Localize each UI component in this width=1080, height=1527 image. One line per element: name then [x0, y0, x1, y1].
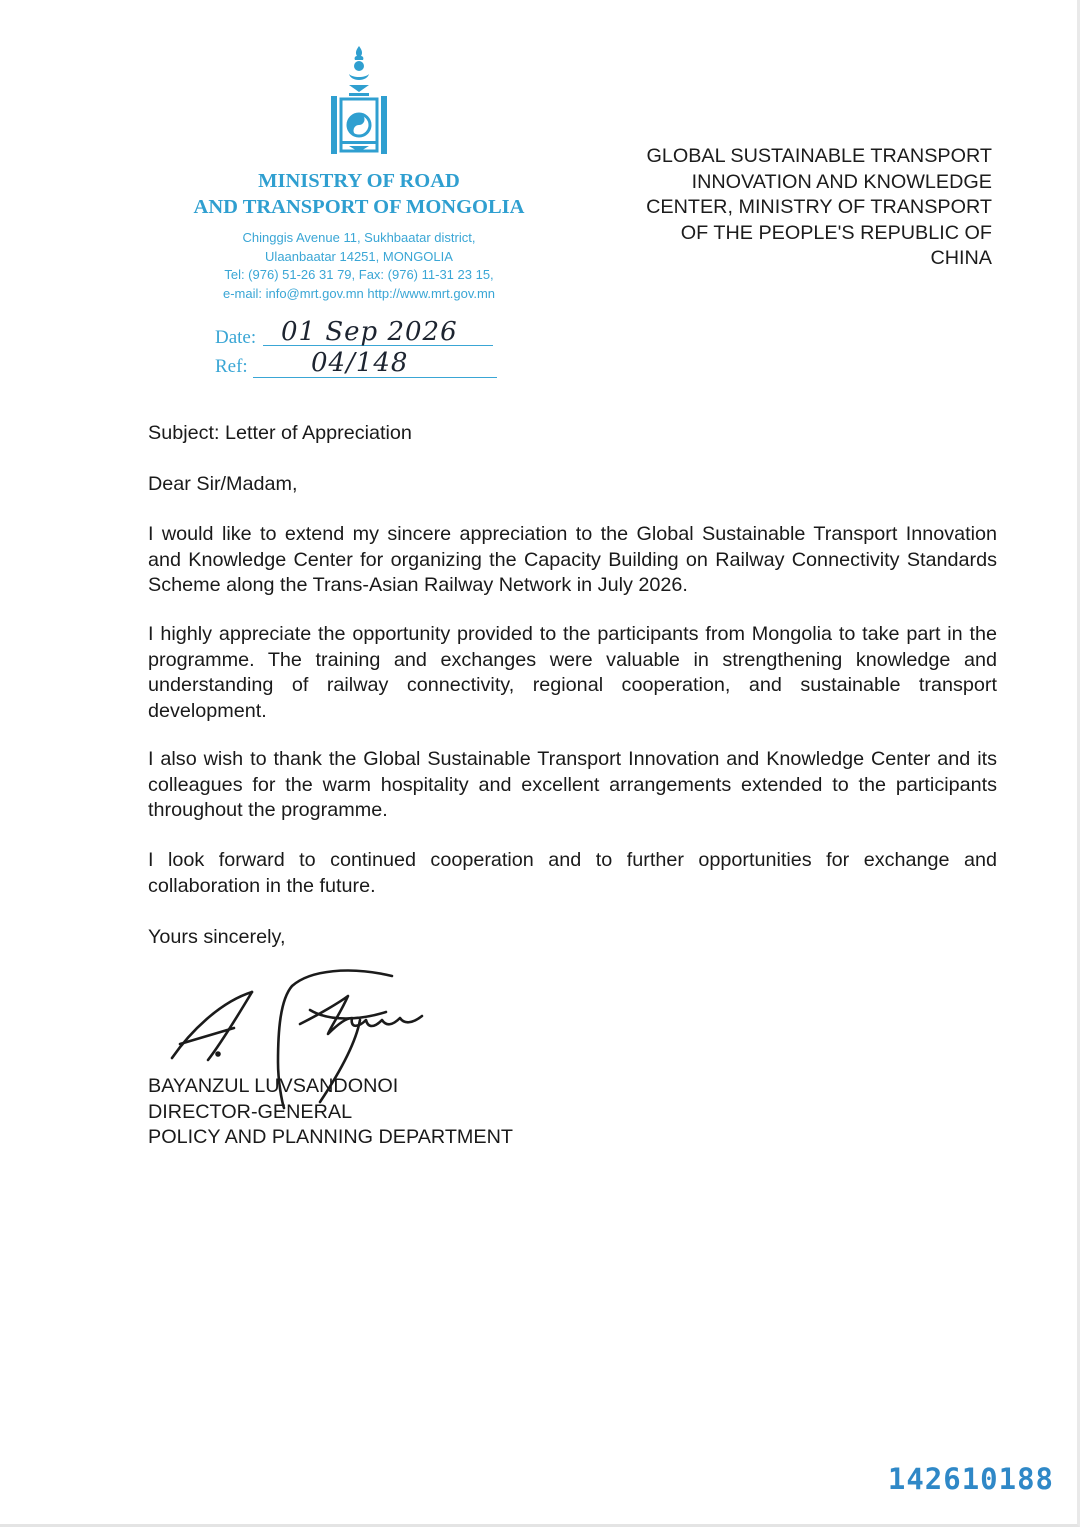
recipient-line2: INNOVATION AND KNOWLEDGE — [691, 170, 992, 193]
signer-department: POLICY AND PLANNING DEPARTMENT — [148, 1126, 513, 1148]
paragraph-2: I highly appreciate the opportunity provided to the participants from Mongolia to take part in the programme. The training and exchanges were valuable in strengthening knowledge and understanding of railway connectivity, regional cooperation, and sustainable transport development. — [148, 623, 997, 722]
soyombo-emblem-icon — [327, 44, 391, 158]
letter-salutation: Dear Sir/Madam, — [148, 473, 298, 495]
recipient-line1: GLOBAL SUSTAINABLE TRANSPORT — [646, 145, 992, 167]
ref-value: 04/148 — [311, 348, 409, 378]
ref-row — [215, 348, 505, 378]
paragraph-3: I also wish to thank the Global Sustainable Transport Innovation and Knowledge Center and its colleagues for the warm hospitality and excellent arrangements extended to the participants throughout the programme. — [148, 748, 997, 821]
contact-phone: Tel: (976) 51-26 31 79, Fax: (976) 11-31 23 15, — [224, 267, 494, 282]
ref-label: Ref: — [215, 356, 248, 377]
letter-closing: Yours sincerely, — [148, 926, 286, 948]
signer-block — [148, 1074, 513, 1151]
recipient-line5: CHINA — [930, 247, 992, 269]
signer-name: BAYANZUL LUVSANDONOI — [148, 1075, 399, 1097]
contact-email: e-mail: info@mrt.gov.mn http://www.mrt.gov.mn — [222, 285, 496, 301]
recipient-line3: CENTER, MINISTRY OF TRANSPORT — [646, 196, 992, 218]
ministry-name — [160, 168, 558, 220]
document-number-stamp: 142610188 — [887, 1462, 1054, 1496]
recipient-line4: OF THE PEOPLE'S REPUBLIC OF — [680, 221, 992, 244]
paragraph-4: I look forward to continued cooperation and to further opportunities for exchange and collaboration in the future. — [148, 849, 997, 897]
ministry-contact — [160, 229, 558, 303]
paragraph-1: I would like to extend my sincere appreciation to the Global Sustainable Transport Innovation and Knowledge Center for organizing the Capacity Building on Railway Connectivity Standards Scheme along the Trans-Asian Railway Network in July 2026. — [148, 523, 997, 596]
date-row — [215, 317, 505, 349]
contact-address: Chinggis Avenue 11, Sukhbaatar district, — [242, 230, 476, 245]
ministry-name-line2: AND TRANSPORT OF MONGOLIA — [193, 196, 525, 218]
signer-title: DIRECTOR-GENERAL — [148, 1100, 353, 1123]
date-value: 01 Sep 2026 — [281, 317, 458, 347]
date-label: Date: — [215, 327, 257, 348]
letter-subject: Subject: Letter of Appreciation — [148, 422, 412, 444]
recipient-address — [572, 144, 992, 272]
contact-city: Ulaanbaatar 14251, MONGOLIA — [265, 248, 453, 264]
ministry-name-line1: MINISTRY OF ROAD — [258, 170, 460, 192]
